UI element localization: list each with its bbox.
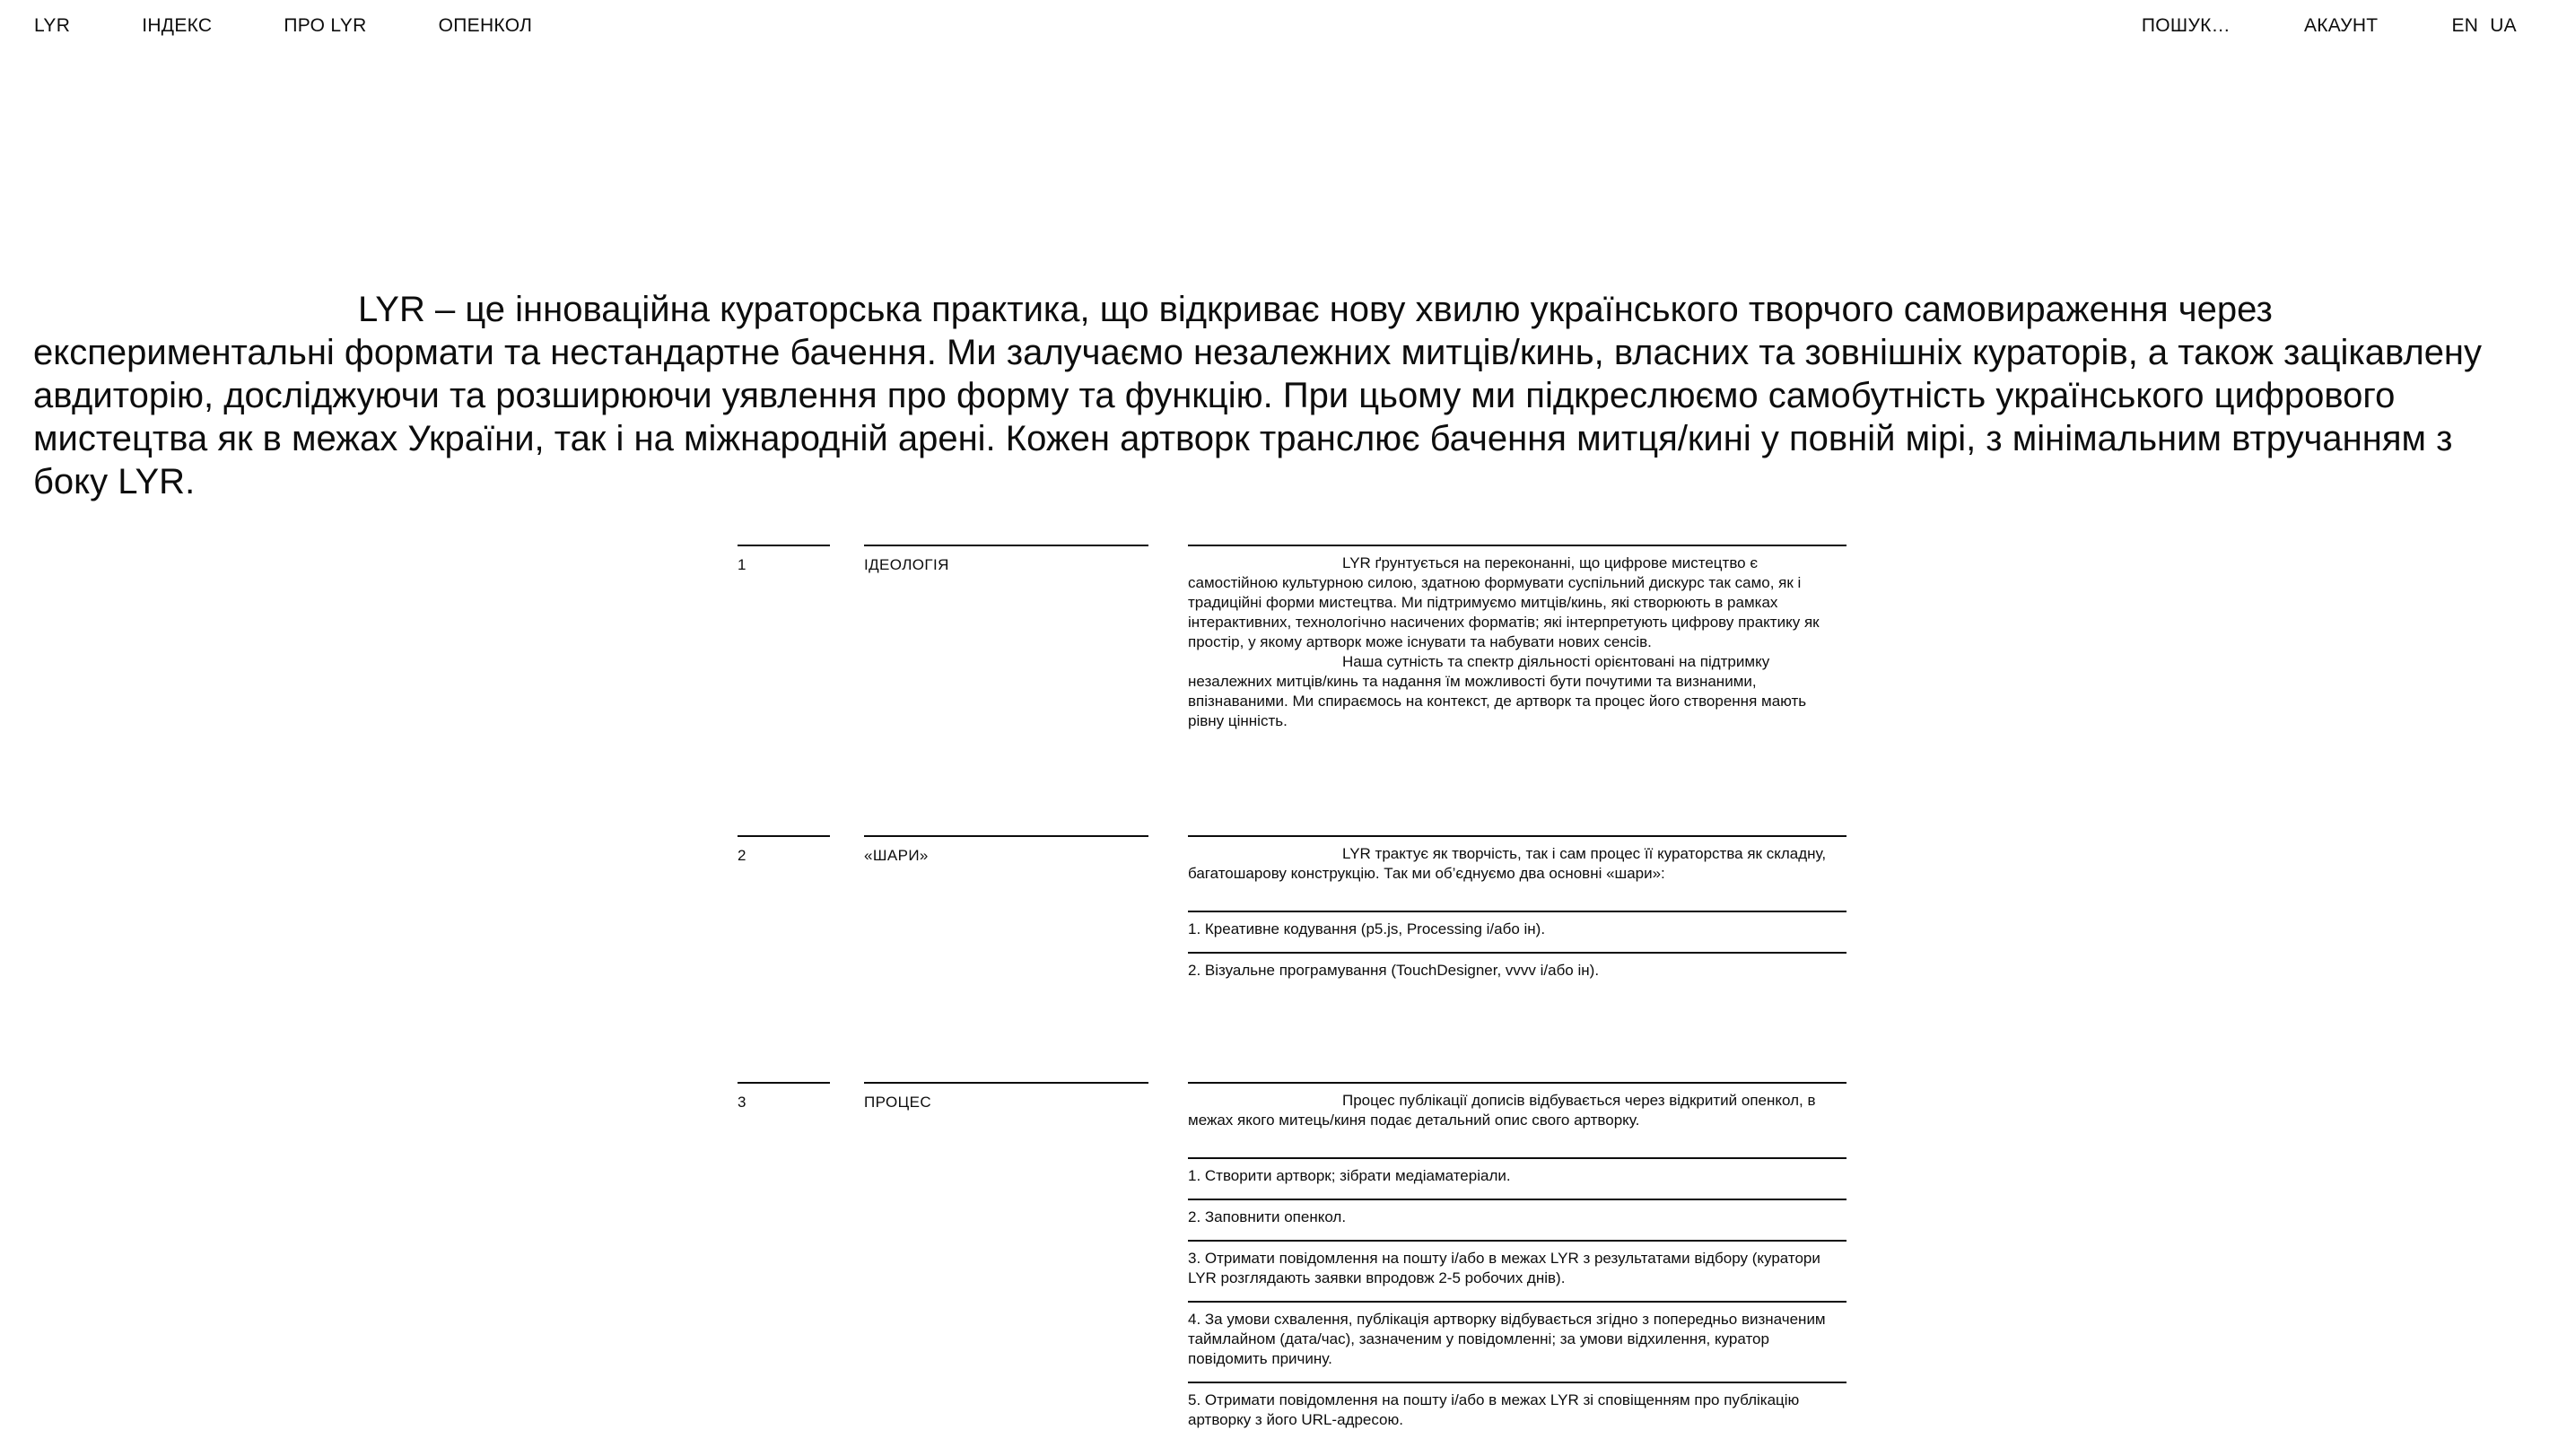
section-number: 3 — [738, 1082, 830, 1443]
section-number: 2 — [738, 835, 830, 993]
section-row — [738, 545, 1846, 731]
section-list-item: 5. Отримати повідомлення на пошту і/або в межах LYR зі сповіщенням про публікацію артворку з його URL-адресою. — [1188, 1382, 1846, 1443]
section-list-item: 2. Заповнити опенкол. — [1188, 1199, 1846, 1240]
section-paragraph: Процес публікації дописів відбувається через відкритий опенкол, в межах якого митець/киня подає детальний опис свого артворку. — [1188, 1092, 1816, 1129]
lang-toggle-ua[interactable]: UA — [2490, 15, 2517, 36]
section-list-item: 1. Креативне кодування (p5.js, Processing і/або ін). — [1188, 911, 1846, 952]
nav-group-left — [34, 15, 532, 37]
lang-toggle-en[interactable]: EN — [2451, 15, 2479, 36]
section-paragraph: Наша сутність та спектр діяльності орієнтовані на підтримку незалежних митців/кинь та надання їм можливості бути почутими та визнаними, впізнаваними. Ми спираємось на контекст, де артворк та процес його створення мають рівну цінність. — [1188, 653, 1807, 729]
section-row — [738, 835, 1846, 993]
intro-paragraph: LYR – це інноваційна кураторська практика, що відкриває нову хвилю українського творчого самовираження через експериментальні формати та нестандартне бачення. Ми залучаємо незалежних митців/кинь, власних та зовнішніх кураторів, а також зацікавлену авдиторію, досліджуючи та розширюючи уявлення про форму та функцію. При цьому ми підкреслюємо самобутність українського цифрового мистецтва як в межах України, так і на міжнародній арені. Кожен артворк транслює бачення митця/кині у повній мірі, з мінімальним втручанням з боку LYR. — [33, 290, 2483, 501]
section-list-item: 4. За умови схвалення, публікація артворку відбувається згідно з попередньо визначеним таймлайном (дата/час), зазначеним у повідомленні; за умови відхилення, куратор повідомить причину. — [1188, 1301, 1846, 1382]
section-items — [1188, 1157, 1846, 1443]
section-paragraph: LYR трактує як творчість, так і сам процес її кураторства як складну, багатошарову конструкцію. Так ми об’єднуємо два основні «шари»: — [1188, 845, 1827, 882]
section-list-item: 3. Отримати повідомлення на пошту і/або в межах LYR з результатами відбору (куратори LYR розглядають заявки впродовж 2-5 робочих днів). — [1188, 1240, 1846, 1301]
nav-item-account[interactable]: АКАУНТ — [2303, 15, 2379, 36]
section-number: 1 — [738, 545, 830, 731]
section-text — [1188, 1082, 1846, 1443]
top-navigation — [0, 0, 2558, 54]
section-paragraphs — [1188, 1082, 1846, 1130]
section-list-item: 1. Створити артворк; зібрати медіаматеріали. — [1188, 1157, 1846, 1199]
section-paragraphs — [1188, 545, 1846, 731]
nav-item-index[interactable]: ІНДЕКС — [142, 15, 213, 36]
nav-item-search[interactable]: ПОШУК… — [2141, 15, 2231, 36]
section-list-item: 2. Візуальне програмування (TouchDesigner, vvvv і/або ін). — [1188, 952, 1846, 993]
section-paragraphs — [1188, 835, 1846, 884]
section-text — [1188, 835, 1846, 993]
section-label: «ШАРИ» — [864, 835, 1148, 993]
section-paragraph: LYR ґрунтується на переконанні, що цифрове мистецтво є самостійною культурною силою, здатною формувати суспільний дискурс так само, як і традиційні форми мистецтва. Ми підтримуємо митців/кинь, які створюють в рамках інтерактивних, технологічно насичених форматів; які інтерпретують цифрову практику як простір, у якому артворк може існувати та набувати нових сенсів. — [1188, 554, 1820, 650]
section-label: ІДЕОЛОГІЯ — [864, 545, 1148, 731]
section-row — [738, 1082, 1846, 1443]
nav-item-about[interactable]: ПРО LYR — [284, 15, 367, 36]
nav-item-opencall[interactable]: ОПЕНКОЛ — [438, 15, 533, 36]
language-switcher — [2451, 15, 2517, 37]
nav-group-right — [2142, 15, 2517, 37]
nav-logo-lyr[interactable]: LYR — [34, 15, 71, 36]
section-text — [1188, 545, 1846, 731]
section-items — [1188, 911, 1846, 993]
section-label: ПРОЦЕС — [864, 1082, 1148, 1443]
